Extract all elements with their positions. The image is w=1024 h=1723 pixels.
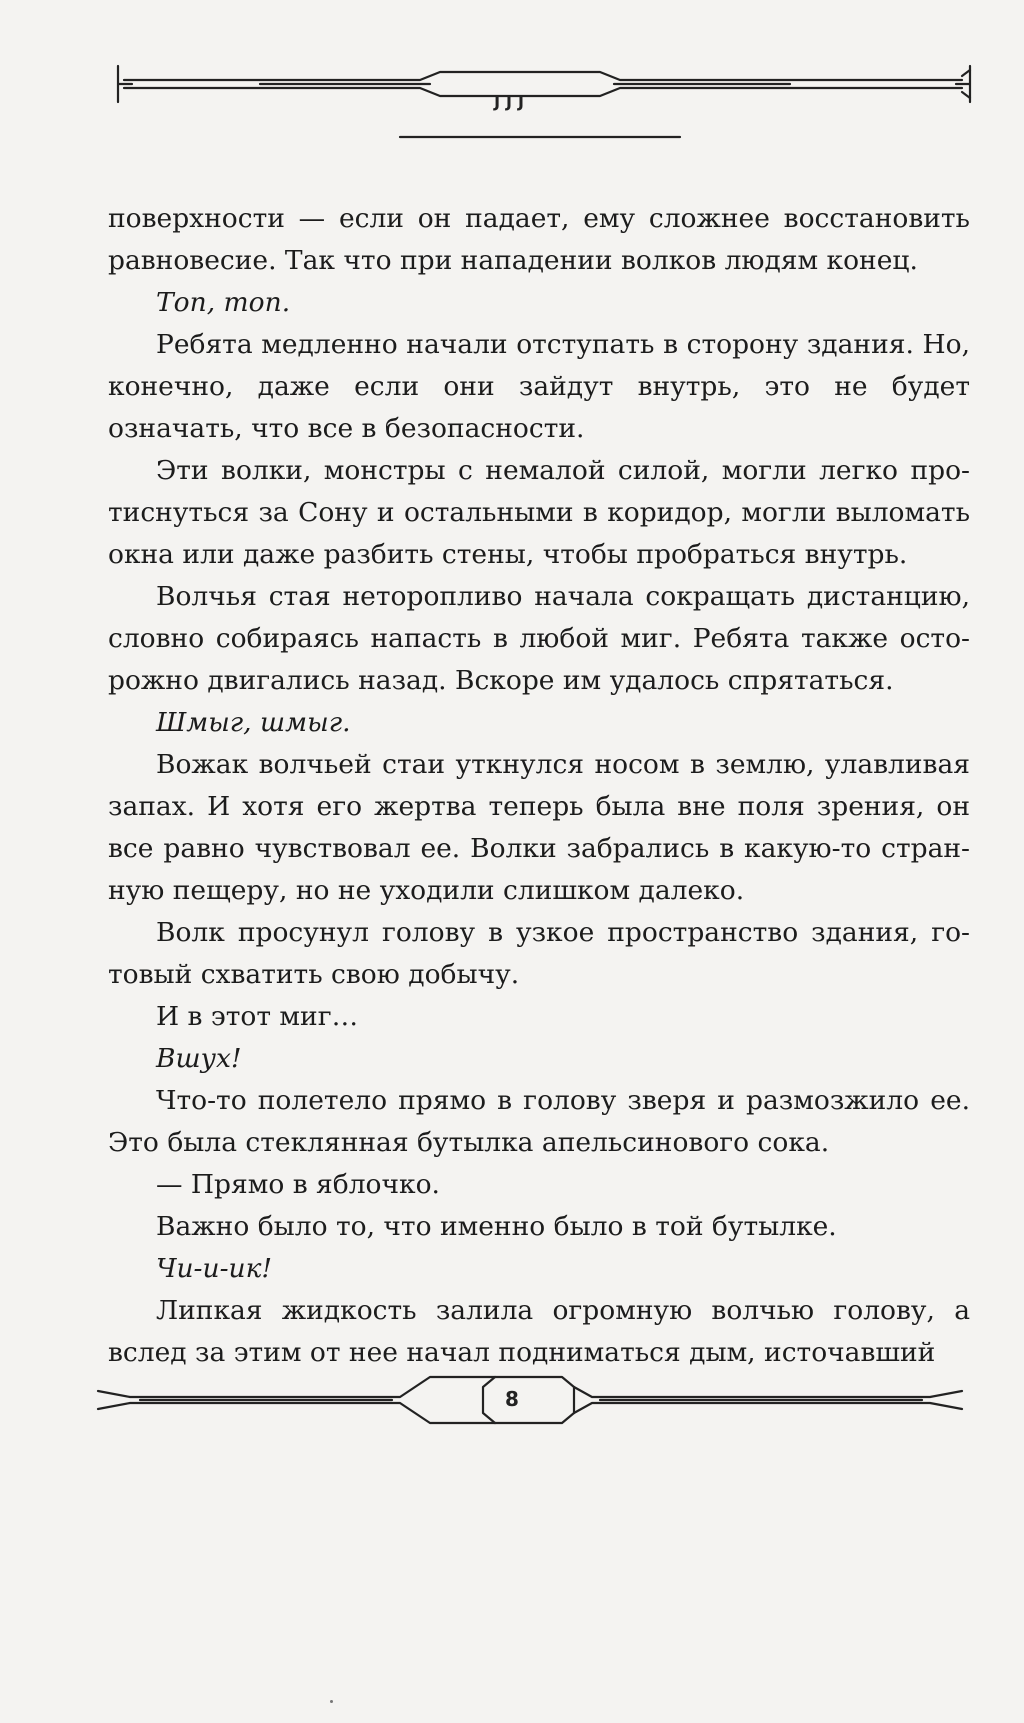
paragraph-5: Волчья стая неторопливо начала сокращать дистанцию, словно собираясь напасть в любой миг. Ребята также осторожно двигались назад. Вскоре им удалось спрятаться. <box>108 581 970 696</box>
paragraph-8: Волк просунул голову в узкое пространство здания, готовый схватить свою добычу. <box>108 917 970 990</box>
page-number: 8 <box>505 1387 519 1411</box>
paragraph-4: Эти волки, монстры с немалой силой, могли легко протиснуться за Сону и остальными в коридор, могли выломать окна или даже разбить стены, чтобы пробраться внутрь. <box>108 455 970 570</box>
paragraph-2-sfx: Топ, топ. <box>156 287 291 318</box>
paragraph-12-dialogue: — Прямо в яблочко. <box>156 1169 440 1200</box>
print-speck <box>330 1700 333 1703</box>
paragraph-10-sfx: Вшух! <box>156 1043 242 1074</box>
running-head: JJJ <box>494 92 530 111</box>
paragraph-11: Что-то полетело прямо в голову зверя и размозжило ее. Это была стеклянная бутылка апельсинового сока. <box>108 1085 970 1158</box>
paragraph-14-sfx: Чи-и-ик! <box>156 1253 273 1284</box>
paragraph-6-sfx: Шмыг, шмыг. <box>156 707 351 738</box>
paragraph-15: Липкая жидкость залила огромную волчью голову, а вслед за этим от нее начал подниматься дым, источавший <box>108 1295 970 1368</box>
main-text <box>108 198 970 1374</box>
paragraph-3: Ребята медленно начали отступать в сторону здания. Но, конечно, даже если они зайдут внутрь, это не будет означать, что все в безопасности. <box>108 329 970 444</box>
paragraph-7: Вожак волчьей стаи уткнулся носом в землю, улавливая запах. И хотя его жертва теперь была вне поля зрения, он все равно чувствовал ее. Волки забрались в какую-то странную пещеру, но не уходили слишком далеко. <box>108 749 970 906</box>
paragraph-13: Важно было то, что именно было в той бутылке. <box>156 1211 837 1242</box>
paragraph-1: поверхности — если он падает, ему сложнее восстановить равновесие. Так что при нападении волков людям конец. <box>108 203 970 276</box>
paragraph-9: И в этот миг… <box>156 1001 359 1032</box>
